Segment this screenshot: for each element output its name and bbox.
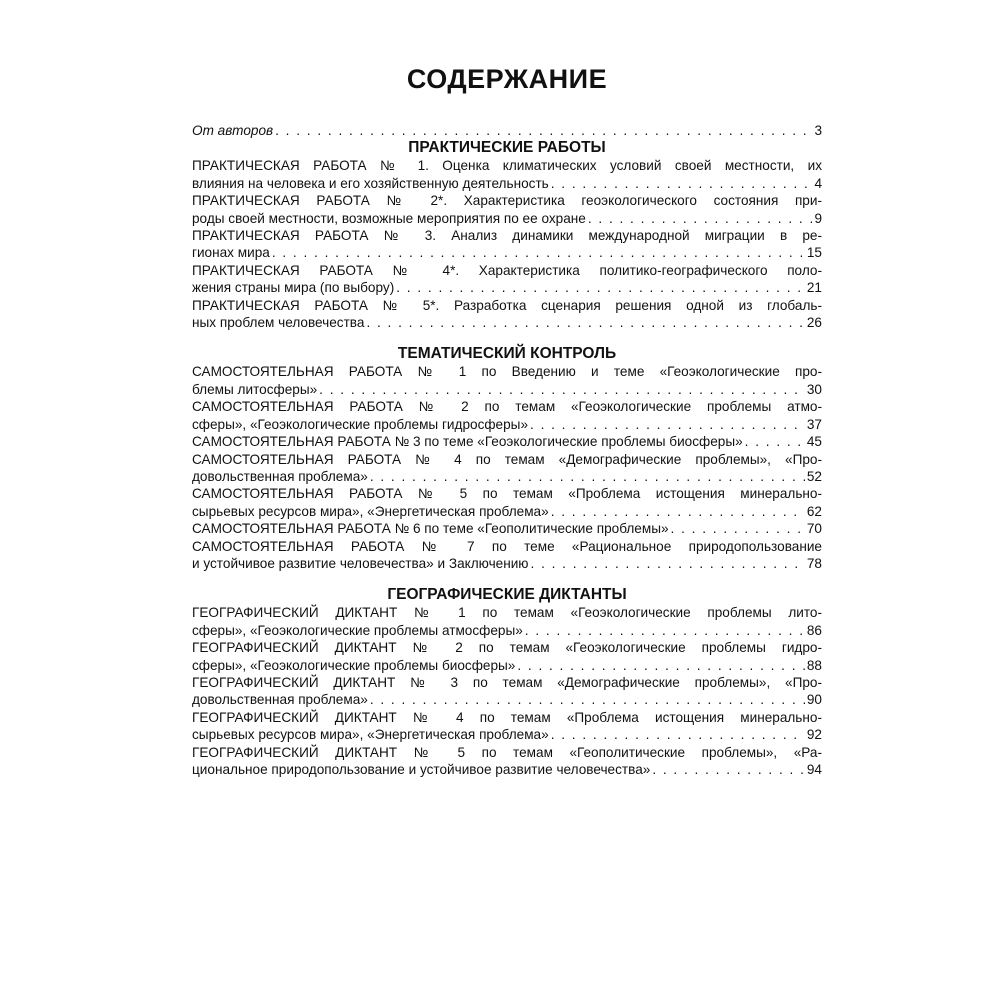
dot-leader: [588, 210, 813, 227]
toc-entry[interactable]: [192, 227, 822, 262]
toc-entry-text: роды своей местности, возможные мероприятия по ее охране: [192, 210, 586, 226]
toc-entry-intro[interactable]: [192, 122, 822, 139]
toc-page-number: 70: [806, 521, 822, 537]
toc-entry-line: САМОСТОЯТЕЛЬНАЯ РАБОТА № 2 по темам «Геоэкологические проблемы атмо-: [192, 399, 822, 415]
dot-leader: [551, 175, 813, 192]
toc-entry-line: ГЕОГРАФИЧЕСКИЙ ДИКТАНТ № 3 по темам «Демографические проблемы», «Про-: [192, 674, 822, 690]
toc-page-number: 37: [806, 416, 822, 432]
toc-entry-text: довольственная проблема»: [192, 692, 368, 708]
toc-entry[interactable]: [192, 451, 822, 486]
page-title: СОДЕРЖАНИЕ: [406, 64, 608, 94]
toc-entry[interactable]: [192, 262, 822, 297]
toc-entry-line: САМОСТОЯТЕЛЬНАЯ РАБОТА № 5 по темам «Проблема истощения минерально-: [192, 486, 822, 502]
dot-leader: [530, 416, 805, 433]
toc-entry[interactable]: [192, 485, 822, 520]
toc-entry-line: САМОСТОЯТЕЛЬНАЯ РАБОТА № 1 по Введению и теме «Геоэкологические про-: [192, 364, 822, 380]
toc-entry-line: [192, 175, 822, 192]
toc-entry-line: ГЕОГРАФИЧЕСКИЙ ДИКТАНТ № 1 по темам «Геоэкологические проблемы лито-: [192, 605, 822, 621]
section-heading: ГЕОГРАФИЧЕСКИЕ ДИКТАНТЫ: [387, 586, 627, 604]
toc-entry-line: [192, 279, 822, 296]
toc-entry-line: ПРАКТИЧЕСКАЯ РАБОТА № 2*. Характеристика геоэкологического состояния при-: [192, 193, 822, 209]
dot-leader: [517, 657, 805, 674]
dot-leader: [551, 726, 805, 743]
toc-entry-text: сферы», «Геоэкологические проблемы атмосферы»: [192, 622, 523, 638]
toc-entry-line: ПРАКТИЧЕСКАЯ РАБОТА № 5*. Разработка сценария решения одной из глобаль-: [192, 297, 822, 313]
toc-page-number: 90: [806, 692, 822, 708]
toc-entry[interactable]: [192, 398, 822, 433]
dot-leader: [652, 761, 805, 778]
dot-leader: [396, 279, 805, 296]
toc-entry-line: [192, 657, 822, 674]
toc-entry-line: [192, 555, 822, 572]
toc-entry[interactable]: [192, 157, 822, 192]
toc-entry[interactable]: [192, 192, 822, 227]
toc-entry-text: довольственная проблема»: [192, 468, 368, 484]
toc-page-number: 86: [806, 622, 822, 638]
dot-leader: [370, 468, 805, 485]
toc-entry-line: САМОСТОЯТЕЛЬНАЯ РАБОТА № 7 по теме «Рациональное природопользование: [192, 538, 822, 554]
dot-leader: [745, 433, 805, 450]
dot-leader: [319, 381, 805, 398]
toc-entry-text: сферы», «Геоэкологические проблемы гидросферы»: [192, 416, 529, 432]
toc-entry-text: сырьевых ресурсов мира», «Энергетическая проблема»: [192, 503, 549, 519]
toc-page-number: 52: [806, 468, 822, 484]
toc-page-number: 26: [806, 315, 822, 331]
section-spacer: [192, 331, 822, 345]
toc-entry-text: сырьевых ресурсов мира», «Энергетическая проблема»: [192, 727, 549, 743]
toc-entry-text: влияния на человека и его хозяйственную деятельность: [192, 175, 549, 191]
dot-leader: [272, 244, 805, 261]
toc-entry[interactable]: [192, 639, 822, 674]
dot-leader: [531, 555, 805, 572]
toc-entry-line: [192, 520, 822, 537]
toc-entry-line: ГЕОГРАФИЧЕСКИЙ ДИКТАНТ № 2 по темам «Геоэкологические проблемы гидро-: [192, 640, 822, 656]
section-heading: ТЕМАТИЧЕСКИЙ КОНТРОЛЬ: [397, 345, 617, 363]
toc-page-number: 88: [806, 657, 822, 673]
toc-entry[interactable]: [192, 520, 822, 537]
toc-entry-line: [192, 416, 822, 433]
toc-entry-text: САМОСТОЯТЕЛЬНАЯ РАБОТА № 3 по теме «Геоэкологические проблемы биосферы»: [192, 434, 743, 450]
toc-entry-text: САМОСТОЯТЕЛЬНАЯ РАБОТА № 6 по теме «Геополитические проблемы»: [192, 521, 669, 537]
toc-entry[interactable]: [192, 674, 822, 709]
toc-entry-text: и устойчивое развитие человечества» и Заключению: [192, 555, 529, 571]
toc-entry-line: [192, 244, 822, 261]
toc-entry-text: сферы», «Геоэкологические проблемы биосферы»: [192, 657, 516, 673]
toc-page-number: 3: [814, 123, 822, 138]
toc-page-number: 30: [806, 381, 822, 397]
dot-leader: [275, 122, 812, 139]
toc-entry-line: [192, 622, 822, 639]
toc-entry-line: [192, 761, 822, 778]
toc-entry-line: [192, 433, 822, 450]
toc-entry[interactable]: [192, 744, 822, 779]
toc-entry-line: [192, 314, 822, 331]
toc-entry-line: САМОСТОЯТЕЛЬНАЯ РАБОТА № 4 по темам «Демографические проблемы», «Про-: [192, 451, 822, 467]
toc-page-number: 94: [806, 762, 822, 777]
toc-entry-text: циональное природопользование и устойчивое развитие человечества»: [192, 762, 651, 777]
toc-page-number: 9: [814, 210, 822, 226]
toc-entry-text: От авторов: [192, 123, 274, 138]
toc-entry[interactable]: [192, 363, 822, 398]
toc-entry-line: [192, 122, 822, 139]
dot-leader: [366, 314, 804, 331]
toc-page-number: 45: [806, 434, 822, 450]
toc-entry-text: ных проблем человечества: [192, 315, 365, 331]
toc-entry[interactable]: [192, 297, 822, 332]
toc-entry-line: [192, 468, 822, 485]
toc-entry[interactable]: [192, 433, 822, 450]
dot-leader: [370, 691, 805, 708]
toc-entry-text: жения страны мира (по выбору): [192, 280, 395, 296]
toc-entry-line: ГЕОГРАФИЧЕСКИЙ ДИКТАНТ № 5 по темам «Геополитические проблемы», «Ра-: [192, 744, 822, 760]
toc-page-number: 4: [814, 175, 822, 191]
section-heading: ПРАКТИЧЕСКИЕ РАБОТЫ: [408, 139, 606, 157]
toc-entry-line: [192, 381, 822, 398]
toc-entry[interactable]: [192, 709, 822, 744]
toc-entry-line: ПРАКТИЧЕСКАЯ РАБОТА № 1. Оценка климатических условий своей местности, их: [192, 158, 822, 174]
toc-entry[interactable]: [192, 538, 822, 573]
toc-entry-line: ПРАКТИЧЕСКАЯ РАБОТА № 4*. Характеристика политико-географического поло-: [192, 262, 822, 278]
dot-leader: [551, 503, 805, 520]
toc-entry[interactable]: [192, 604, 822, 639]
toc-page-number: 62: [806, 503, 822, 519]
toc-page-number: 78: [806, 555, 822, 571]
toc-entry-text: блемы литосферы»: [192, 381, 318, 397]
table-of-contents: [192, 62, 822, 778]
toc-entry-text: гионах мира: [192, 245, 270, 261]
toc-page-number: 92: [806, 727, 822, 743]
toc-entry-line: [192, 691, 822, 708]
toc-entry-line: [192, 503, 822, 520]
toc-entry-line: [192, 210, 822, 227]
dot-leader: [525, 622, 805, 639]
toc-page-number: 15: [806, 245, 822, 261]
dot-leader: [671, 520, 805, 537]
section-spacer: [192, 572, 822, 586]
toc-entry-line: ГЕОГРАФИЧЕСКИЙ ДИКТАНТ № 4 по темам «Проблема истощения минерально-: [192, 709, 822, 725]
toc-entry-line: [192, 726, 822, 743]
toc-page-number: 21: [806, 280, 822, 296]
toc-sections: [192, 139, 822, 778]
toc-entry-line: ПРАКТИЧЕСКАЯ РАБОТА № 3. Анализ динамики международной миграции в ре-: [192, 228, 822, 244]
